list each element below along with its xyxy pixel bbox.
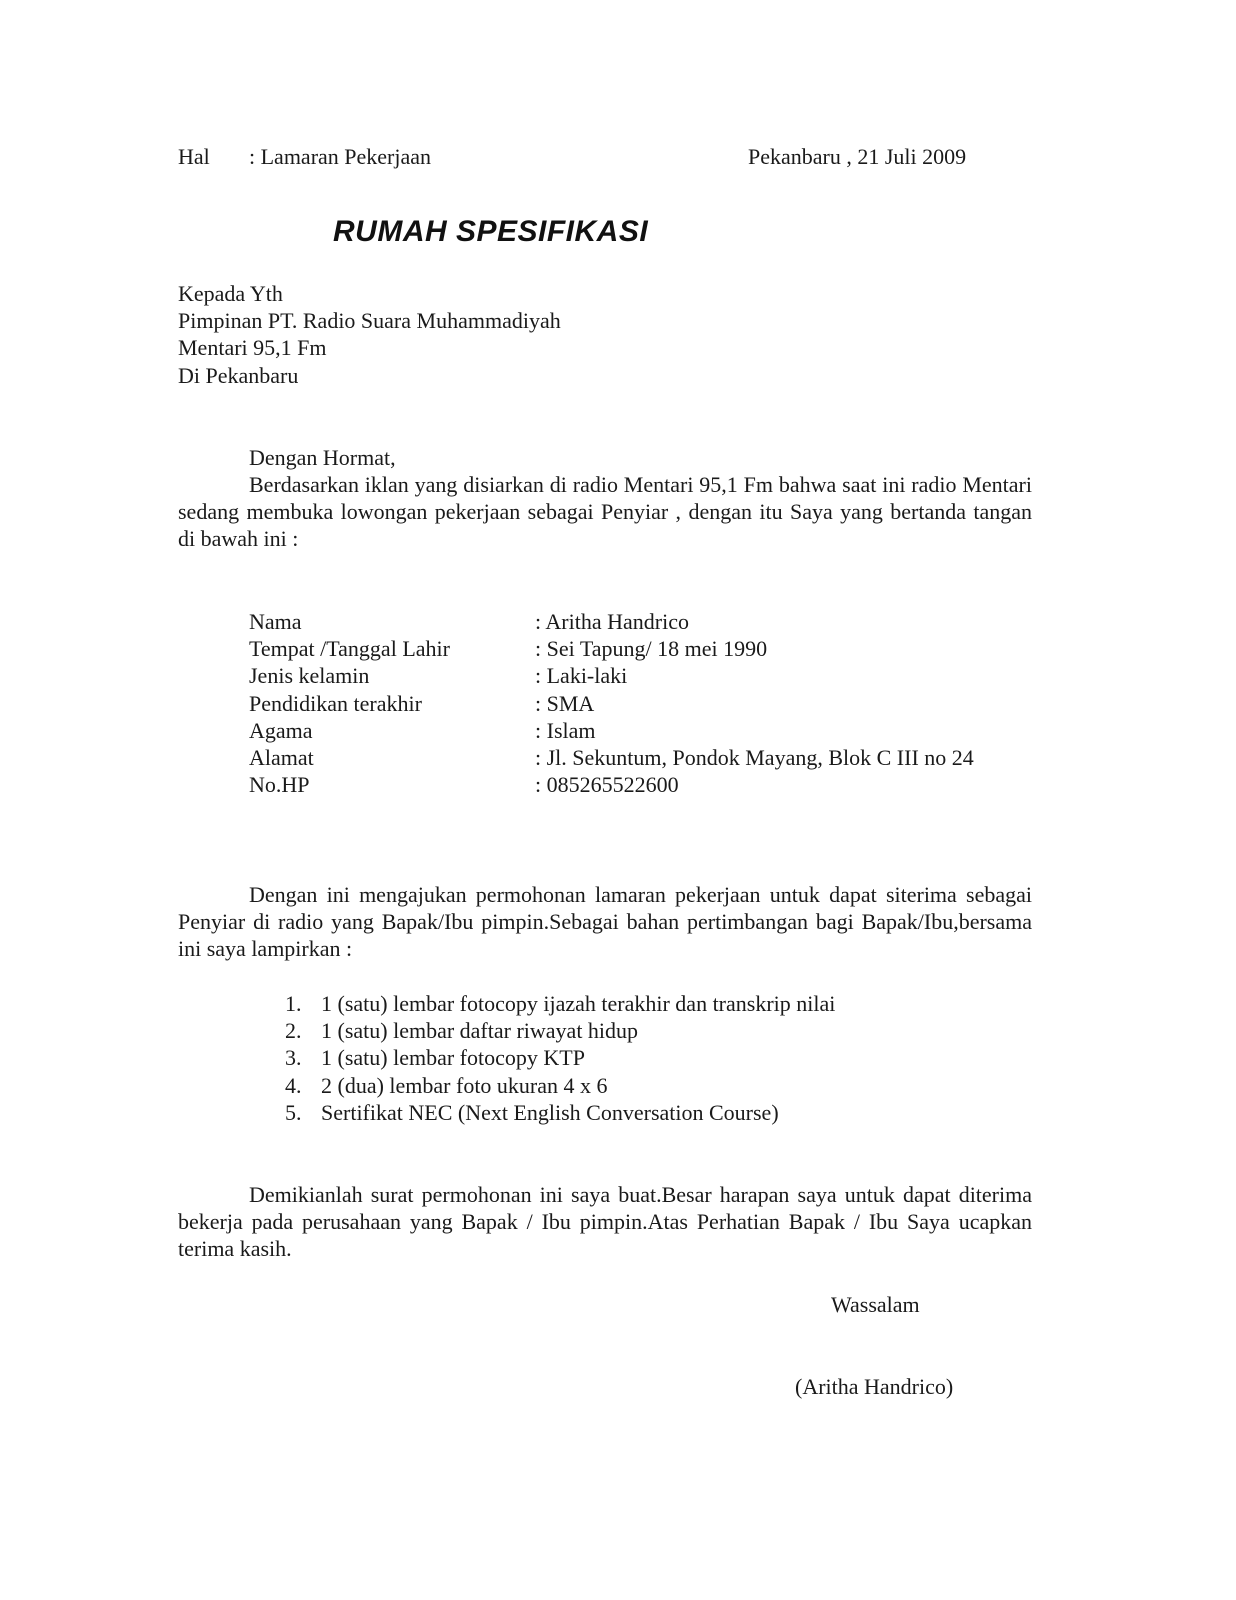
list-number: 5. xyxy=(285,1100,302,1125)
identity-label: Tempat /Tanggal Lahir xyxy=(249,636,450,661)
closing-salutation: Wassalam xyxy=(831,1292,920,1317)
list-number: 2. xyxy=(285,1018,302,1043)
identity-label: No.HP xyxy=(249,772,310,797)
identity-value: : Jl. Sekuntum, Pondok Mayang, Blok C III no 24 xyxy=(535,745,974,770)
paragraph-request: Dengan ini mengajukan permohonan lamaran pekerjaan untuk dapat siterima sebagai Penyiar di radio yang Bapak/Ibu pimpin.Sebagai bahan pertimbangan bagi Bapak/Ibu,bersama ini saya lampirkan : xyxy=(178,882,1032,961)
list-text: 2 (dua) lembar foto ukuran 4 x 6 xyxy=(321,1073,608,1098)
identity-value: : Sei Tapung/ 18 mei 1990 xyxy=(535,636,768,661)
list-number: 1. xyxy=(285,991,302,1016)
recipient-line: Pimpinan PT. Radio Suara Muhammadiyah xyxy=(178,308,561,333)
greeting: Dengan Hormat, xyxy=(249,445,396,470)
list-text: Sertifikat NEC (Next English Conversation Course) xyxy=(321,1100,779,1125)
list-text: 1 (satu) lembar daftar riwayat hidup xyxy=(321,1018,639,1043)
recipient-line: Kepada Yth xyxy=(178,281,283,306)
recipient-line: Mentari 95,1 Fm xyxy=(178,335,327,360)
identity-value: : Laki-laki xyxy=(535,663,628,688)
identity-label: Jenis kelamin xyxy=(249,663,370,688)
list-number: 3. xyxy=(285,1045,302,1070)
signature-name: (Aritha Handrico) xyxy=(795,1374,954,1399)
identity-label: Alamat xyxy=(249,745,314,770)
identity-value: : Aritha Handrico xyxy=(535,609,689,634)
identity-label: Nama xyxy=(249,609,302,634)
subject-label: Hal xyxy=(178,144,210,169)
identity-value: : Islam xyxy=(535,718,596,743)
subject-value: : Lamaran Pekerjaan xyxy=(249,144,432,169)
list-text: 1 (satu) lembar fotocopy ijazah terakhir dan transkrip nilai xyxy=(321,991,836,1016)
recipient-line: Di Pekanbaru xyxy=(178,363,299,388)
list-number: 4. xyxy=(285,1073,302,1098)
paragraph-intro: Berdasarkan iklan yang disiarkan di radio Mentari 95,1 Fm bahwa saat ini radio Mentari sedang membuka lowongan pekerjaan sebagai Penyiar , dengan itu Saya yang bertanda tangan di bawah ini : xyxy=(178,472,1032,551)
identity-label: Pendidikan terakhir xyxy=(249,691,422,716)
identity-value: : SMA xyxy=(535,691,595,716)
watermark-text: RUMAH SPESIFIKASI xyxy=(333,215,649,248)
identity-value: : 085265522600 xyxy=(535,772,679,797)
identity-label: Agama xyxy=(249,718,313,743)
list-text: 1 (satu) lembar fotocopy KTP xyxy=(321,1045,585,1070)
place-date: Pekanbaru , 21 Juli 2009 xyxy=(748,144,967,169)
paragraph-closing: Demikianlah surat permohonan ini saya buat.Besar harapan saya untuk dapat diterima bekerja pada perusahaan yang Bapak / Ibu pimpin.Atas Perhatian Bapak / Ibu Saya ucapkan terima kasih. xyxy=(178,1182,1032,1261)
